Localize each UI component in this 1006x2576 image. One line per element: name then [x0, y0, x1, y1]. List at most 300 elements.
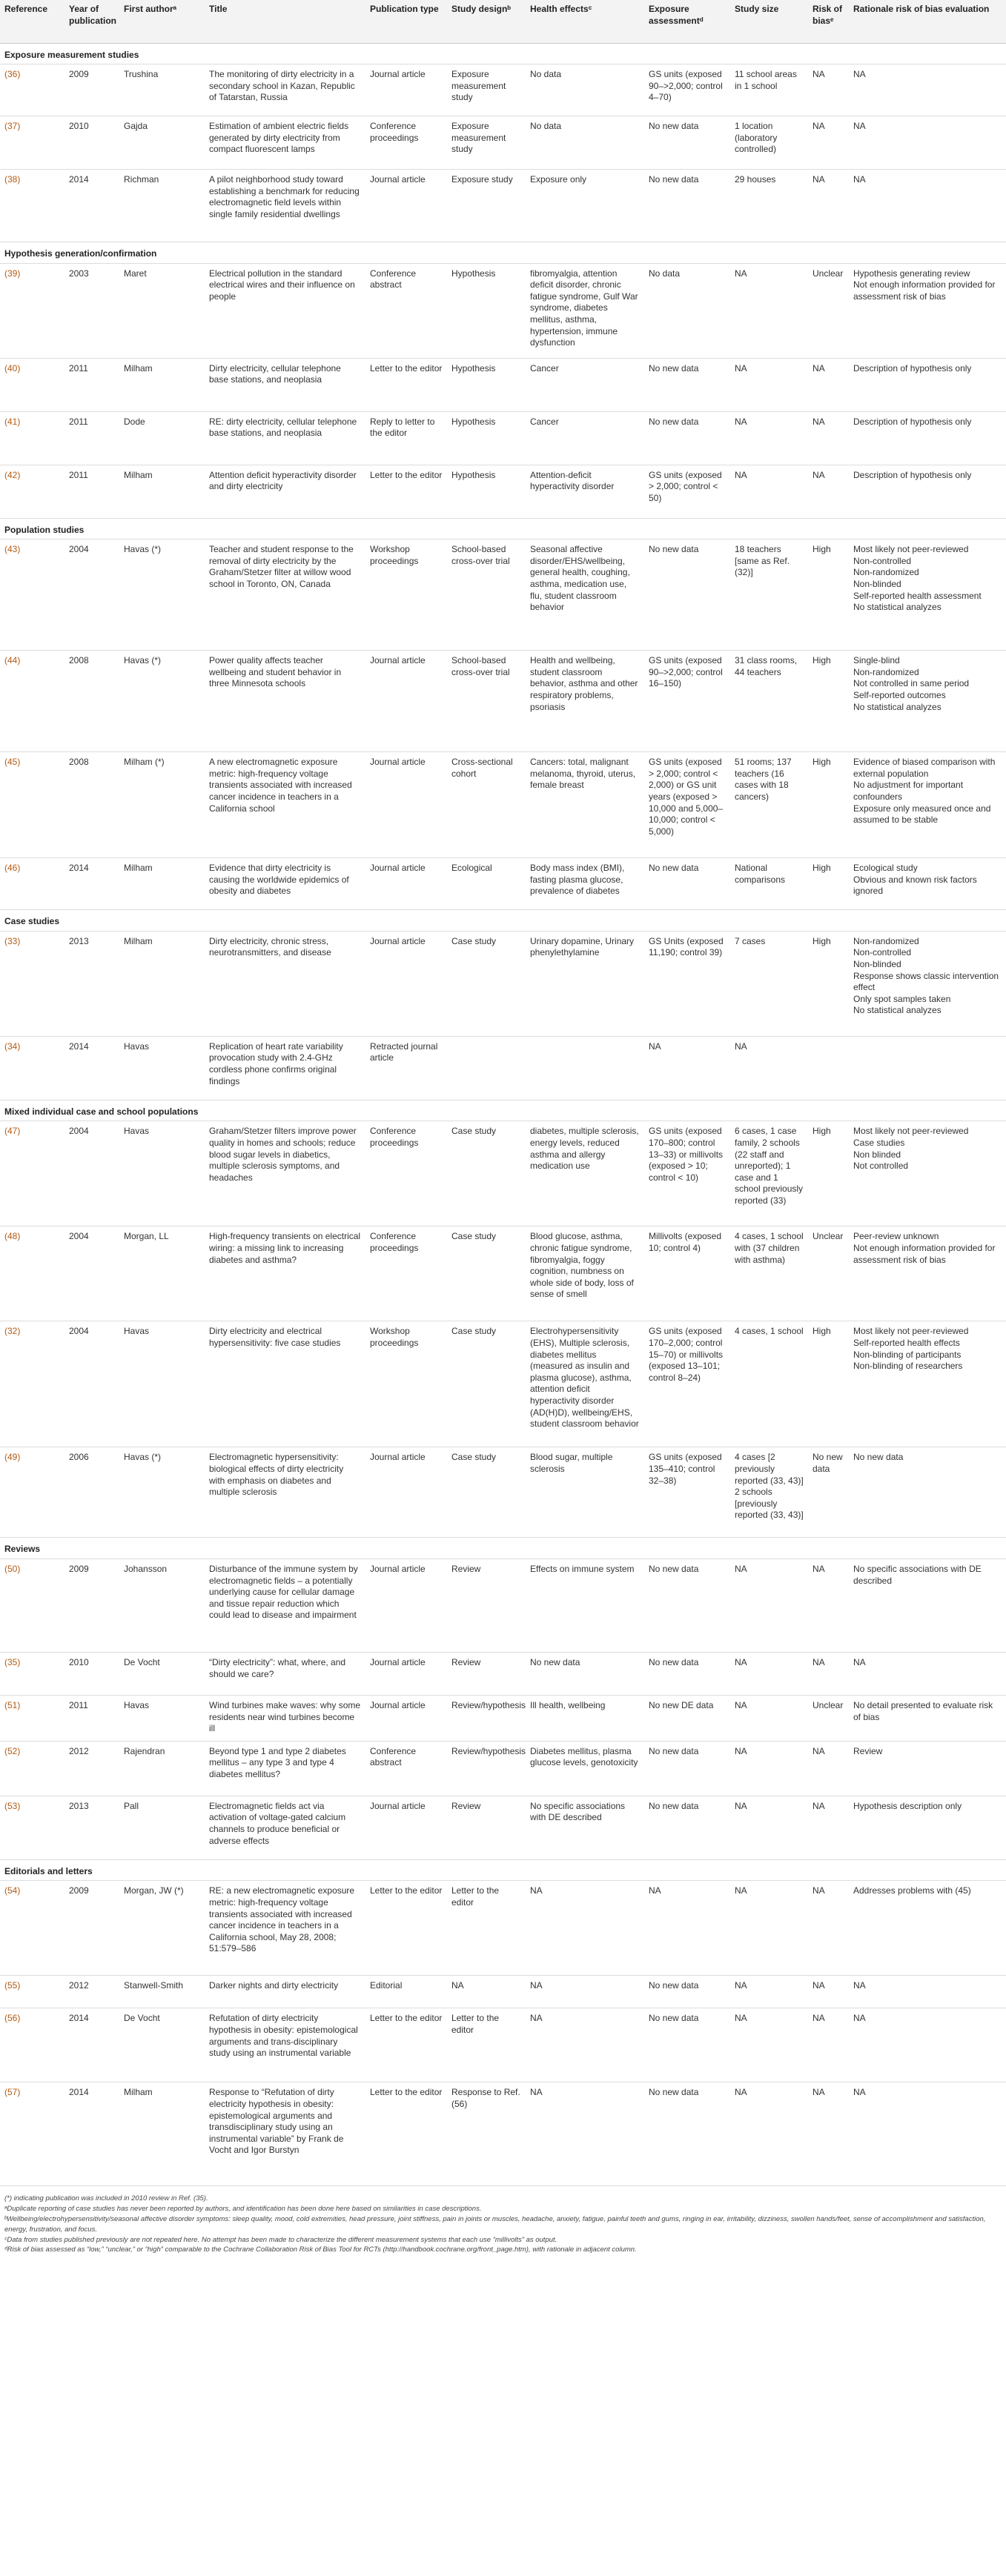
- title-cell: Evidence that dirty electricity is causing the worldwide epidemics of obesity and diabetes: [205, 858, 365, 910]
- study-size-cell: NA: [730, 358, 808, 411]
- col-rationale: Rationale risk of bias evaluation: [849, 0, 1006, 43]
- reference-cell: (46): [0, 858, 64, 910]
- publication-type-cell: Conference abstract: [365, 1741, 447, 1796]
- exposure-cell: No new data: [644, 1741, 730, 1796]
- table-row: [0, 263, 1006, 358]
- table-row: [0, 170, 1006, 242]
- author-cell: Maret: [119, 263, 205, 358]
- risk-cell: High: [808, 752, 849, 858]
- study-design-cell: Case study: [447, 1321, 526, 1447]
- year-cell: 2012: [64, 1976, 119, 2008]
- title-cell: Electromagnetic hypersensitivity: biological effects of dirty electricity with emphasis on diabetes and multiple sclerosis: [205, 1447, 365, 1538]
- reference-cell: (56): [0, 2008, 64, 2082]
- rationale-cell: [849, 1036, 1006, 1100]
- col-year: Year of publication: [64, 0, 119, 43]
- year-cell: 2003: [64, 263, 119, 358]
- rationale-cell: NA: [849, 2082, 1006, 2186]
- reference-cell: (50): [0, 1559, 64, 1653]
- study-design-cell: Letter to the editor: [447, 2008, 526, 2082]
- author-cell: Havas: [119, 1036, 205, 1100]
- reference-cell: (55): [0, 1976, 64, 2008]
- publication-type-cell: Letter to the editor: [365, 358, 447, 411]
- col-study-size: Study size: [730, 0, 808, 43]
- exposure-cell: Millivolts (exposed 10; control 4): [644, 1226, 730, 1321]
- title-cell: “Dirty electricity”: what, where, and should we care?: [205, 1653, 365, 1696]
- year-cell: 2014: [64, 2008, 119, 2082]
- year-cell: 2014: [64, 170, 119, 242]
- exposure-cell: GS Units (exposed 11,190; control 39): [644, 931, 730, 1036]
- rationale-cell: Most likely not peer-reviewed Case studies Non blinded Not controlled: [849, 1121, 1006, 1226]
- risk-cell: NA: [808, 1741, 849, 1796]
- section-title: Reviews: [0, 1538, 1006, 1559]
- footnote: ᶜData from studies published previously are not repeated here. No attempt has been made to characterize the different measurement systems that each use “millivolts” as output.: [4, 2235, 557, 2244]
- section-row: [0, 43, 1006, 64]
- study-size-cell: 31 class rooms, 44 teachers: [730, 651, 808, 752]
- study-design-cell: [447, 1036, 526, 1100]
- reference-cell: (52): [0, 1741, 64, 1796]
- exposure-cell: No new data: [644, 2008, 730, 2082]
- health-effects-cell: No new data: [526, 1653, 644, 1696]
- risk-cell: NA: [808, 1881, 849, 1976]
- risk-cell: Unclear: [808, 263, 849, 358]
- exposure-cell: No data: [644, 263, 730, 358]
- rationale-cell: Single-blind Non-randomized Not controlled in same period Self-reported outcomes No statistical analyzes: [849, 651, 1006, 752]
- publication-type-cell: Journal article: [365, 1653, 447, 1696]
- risk-cell: NA: [808, 1559, 849, 1653]
- health-effects-cell: diabetes, multiple sclerosis, energy levels, reduced asthma and allergy medication use: [526, 1121, 644, 1226]
- author-cell: Havas (*): [119, 1447, 205, 1538]
- health-effects-cell: NA: [526, 1881, 644, 1976]
- col-first-author: First authorᵃ: [119, 0, 205, 43]
- author-cell: Havas: [119, 1321, 205, 1447]
- study-size-cell: NA: [730, 2008, 808, 2082]
- table-row: [0, 1036, 1006, 1100]
- author-cell: Trushina: [119, 64, 205, 116]
- title-cell: RE: a new electromagnetic exposure metric: high-frequency voltage transients associated with increased cancer incidence in teachers in a California school, May 28, 2008; 51:579–586: [205, 1881, 365, 1976]
- title-cell: Replication of heart rate variability provocation study with 2.4-GHz cordless phone confirms original findings: [205, 1036, 365, 1100]
- study-design-cell: Exposure measurement study: [447, 116, 526, 170]
- study-size-cell: 4 cases, 1 school: [730, 1321, 808, 1447]
- exposure-cell: NA: [644, 1036, 730, 1100]
- study-design-cell: Case study: [447, 1226, 526, 1321]
- col-health-effects: Health effectsᶜ: [526, 0, 644, 43]
- exposure-cell: GS units (exposed 170–2,000; control 15–70) or millivolts (exposed 13–101; control 8–24): [644, 1321, 730, 1447]
- table-row: [0, 651, 1006, 752]
- section-row: [0, 518, 1006, 540]
- title-cell: High-frequency transients on electrical wiring: a missing link to increasing diabetes and asthma?: [205, 1226, 365, 1321]
- risk-cell: High: [808, 540, 849, 651]
- rationale-cell: Most likely not peer-reviewed Non-controlled Non-randomized Non-blinded Self-reported health assessment No statistical analyzes: [849, 540, 1006, 651]
- reference-cell: (39): [0, 263, 64, 358]
- reference-cell: (35): [0, 1653, 64, 1696]
- risk-cell: High: [808, 1321, 849, 1447]
- author-cell: Gajda: [119, 116, 205, 170]
- exposure-cell: No new data: [644, 2082, 730, 2186]
- author-cell: Morgan, JW (*): [119, 1881, 205, 1976]
- study-design-cell: Case study: [447, 1447, 526, 1538]
- author-cell: Havas: [119, 1121, 205, 1226]
- col-reference: Reference: [0, 0, 64, 43]
- publication-type-cell: Workshop proceedings: [365, 1321, 447, 1447]
- exposure-cell: NA: [644, 1881, 730, 1976]
- section-row: [0, 242, 1006, 264]
- exposure-cell: No new data: [644, 858, 730, 910]
- exposure-cell: No new data: [644, 116, 730, 170]
- author-cell: Pall: [119, 1796, 205, 1859]
- study-design-cell: Case study: [447, 1121, 526, 1226]
- year-cell: 2013: [64, 931, 119, 1036]
- author-cell: Milham: [119, 2082, 205, 2186]
- health-effects-cell: No data: [526, 116, 644, 170]
- table-row: [0, 1796, 1006, 1859]
- title-cell: Dirty electricity and electrical hypersensitivity: five case studies: [205, 1321, 365, 1447]
- rationale-cell: NA: [849, 1976, 1006, 2008]
- rationale-cell: No new data: [849, 1447, 1006, 1538]
- health-effects-cell: Electrohypersensitivity (EHS), Multiple sclerosis, diabetes mellitus (measured as insulin and plasma glucose), asthma, attention deficit hyperactivity disorder (AD(H)D), wellbeing/EHS, student classroom behavior: [526, 1321, 644, 1447]
- title-cell: Response to “Refutation of dirty electricity hypothesis in obesity: epistemological arguments and transdisciplinary study using an instrumental variable” by Frank de Vocht and Igor Burstyn: [205, 2082, 365, 2186]
- risk-cell: NA: [808, 116, 849, 170]
- rationale-cell: Description of hypothesis only: [849, 358, 1006, 411]
- title-cell: Dirty electricity, chronic stress, neurotransmitters, and disease: [205, 931, 365, 1036]
- section-title: Population studies: [0, 518, 1006, 540]
- publication-type-cell: Letter to the editor: [365, 2082, 447, 2186]
- study-size-cell: National comparisons: [730, 858, 808, 910]
- author-cell: De Vocht: [119, 2008, 205, 2082]
- table-row: [0, 1976, 1006, 2008]
- exposure-cell: GS units (exposed > 2,000; control < 50): [644, 465, 730, 518]
- health-effects-cell: Cancers: total, malignant melanoma, thyroid, uterus, female breast: [526, 752, 644, 858]
- table-row: [0, 116, 1006, 170]
- section-row: [0, 910, 1006, 932]
- section-title: Exposure measurement studies: [0, 43, 1006, 64]
- reference-cell: (54): [0, 1881, 64, 1976]
- publication-type-cell: Retracted journal article: [365, 1036, 447, 1100]
- risk-cell: NA: [808, 2008, 849, 2082]
- health-effects-cell: Exposure only: [526, 170, 644, 242]
- col-risk-of-bias: Risk of biasᵉ: [808, 0, 849, 43]
- publication-type-cell: Journal article: [365, 651, 447, 752]
- author-cell: Johansson: [119, 1559, 205, 1653]
- publication-type-cell: Conference abstract: [365, 263, 447, 358]
- table-row: [0, 1447, 1006, 1538]
- year-cell: 2004: [64, 1226, 119, 1321]
- study-design-cell: Response to Ref. (56): [447, 2082, 526, 2186]
- risk-cell: NA: [808, 64, 849, 116]
- exposure-cell: No new data: [644, 1976, 730, 2008]
- rationale-cell: NA: [849, 2008, 1006, 2082]
- rationale-cell: Description of hypothesis only: [849, 411, 1006, 465]
- author-cell: Milham: [119, 358, 205, 411]
- year-cell: 2009: [64, 64, 119, 116]
- health-effects-cell: Effects on immune system: [526, 1559, 644, 1653]
- table-row: [0, 1321, 1006, 1447]
- publication-type-cell: Letter to the editor: [365, 2008, 447, 2082]
- reference-cell: (33): [0, 931, 64, 1036]
- reference-cell: (41): [0, 411, 64, 465]
- health-effects-cell: No data: [526, 64, 644, 116]
- author-cell: Stanwell-Smith: [119, 1976, 205, 2008]
- study-design-cell: Hypothesis: [447, 263, 526, 358]
- reference-cell: (40): [0, 358, 64, 411]
- publication-type-cell: Journal article: [365, 1559, 447, 1653]
- risk-cell: NA: [808, 1976, 849, 2008]
- exposure-cell: No new data: [644, 358, 730, 411]
- title-cell: A new electromagnetic exposure metric: high-frequency voltage transients associated with increased cancer incidence in teachers in a California school: [205, 752, 365, 858]
- study-size-cell: NA: [730, 1036, 808, 1100]
- table-row: [0, 411, 1006, 465]
- exposure-cell: No new data: [644, 1653, 730, 1696]
- publication-type-cell: Reply to letter to the editor: [365, 411, 447, 465]
- study-design-cell: Exposure measurement study: [447, 64, 526, 116]
- publication-type-cell: Conference proceedings: [365, 116, 447, 170]
- risk-cell: NA: [808, 2082, 849, 2186]
- year-cell: 2008: [64, 651, 119, 752]
- year-cell: 2006: [64, 1447, 119, 1538]
- col-publication-type: Publication type: [365, 0, 447, 43]
- reference-cell: (53): [0, 1796, 64, 1859]
- exposure-cell: GS units (exposed 90–>2,000; control 16–150): [644, 651, 730, 752]
- col-exposure-assessment: Exposure assessmentᵈ: [644, 0, 730, 43]
- author-cell: Milham: [119, 931, 205, 1036]
- rationale-cell: Evidence of biased comparison with external population No adjustment for important confounders Exposure only measured once and assumed to be stable: [849, 752, 1006, 858]
- risk-cell: High: [808, 651, 849, 752]
- study-design-cell: Case study: [447, 931, 526, 1036]
- year-cell: 2008: [64, 752, 119, 858]
- study-size-cell: 11 school areas in 1 school: [730, 64, 808, 116]
- risk-cell: NA: [808, 1796, 849, 1859]
- study-size-cell: NA: [730, 1881, 808, 1976]
- reference-cell: (38): [0, 170, 64, 242]
- rationale-cell: Ecological study Obvious and known risk factors ignored: [849, 858, 1006, 910]
- table-row: [0, 540, 1006, 651]
- table-row: [0, 858, 1006, 910]
- title-cell: Beyond type 1 and type 2 diabetes mellitus – any type 3 and type 4 diabetes mellitus?: [205, 1741, 365, 1796]
- study-size-cell: NA: [730, 1559, 808, 1653]
- publication-type-cell: Journal article: [365, 858, 447, 910]
- year-cell: 2010: [64, 116, 119, 170]
- reference-cell: (49): [0, 1447, 64, 1538]
- exposure-cell: No new DE data: [644, 1696, 730, 1742]
- publication-type-cell: Letter to the editor: [365, 1881, 447, 1976]
- year-cell: 2010: [64, 1653, 119, 1696]
- health-effects-cell: NA: [526, 2082, 644, 2186]
- health-effects-cell: Seasonal affective disorder/EHS/wellbeing, general health, coughing, asthma, medication use, flu, student classroom behavior: [526, 540, 644, 651]
- rationale-cell: NA: [849, 170, 1006, 242]
- rationale-cell: Non-randomized Non-controlled Non-blinded Response shows classic intervention effect Only spot samples taken No statistical analyzes: [849, 931, 1006, 1036]
- risk-cell: NA: [808, 358, 849, 411]
- reference-cell: (48): [0, 1226, 64, 1321]
- study-design-cell: Exposure study: [447, 170, 526, 242]
- health-effects-cell: Cancer: [526, 358, 644, 411]
- publication-type-cell: Workshop proceedings: [365, 540, 447, 651]
- publication-type-cell: Journal article: [365, 1447, 447, 1538]
- title-cell: Power quality affects teacher wellbeing and student behavior in three Minnesota schools: [205, 651, 365, 752]
- table-row: [0, 465, 1006, 518]
- study-design-cell: Letter to the editor: [447, 1881, 526, 1976]
- title-cell: RE: dirty electricity, cellular telephone base stations, and neoplasia: [205, 411, 365, 465]
- author-cell: Milham: [119, 465, 205, 518]
- publication-type-cell: Journal article: [365, 752, 447, 858]
- reference-cell: (51): [0, 1696, 64, 1742]
- footnote: ᵇWellbeing/electrohypersensitivity/seasonal affective disorder symptoms: sleep quality, mood, cold extremities, head pressure, joint stiffness, pain in joints or muscles, headache, anxiety, fatigue, painful teeth and gums, ringing in ear, irritability, dizziness, swollen hands/feet, sense of accomplishment and satisfaction, energy, frustration, and focus.: [4, 2214, 986, 2234]
- section-row: [0, 1100, 1006, 1121]
- footnote: ᵃDuplicate reporting of case studies has never been reported by authors, and identification has been done here based on similarities in case descriptions.: [4, 2205, 482, 2214]
- title-cell: Wind turbines make waves: why some residents near wind turbines become ill: [205, 1696, 365, 1742]
- year-cell: 2011: [64, 358, 119, 411]
- reference-cell: (57): [0, 2082, 64, 2186]
- title-cell: Graham/Stetzer filters improve power quality in homes and schools; reduce blood sugar levels in diabetics, multiple sclerosis symptoms, and headaches: [205, 1121, 365, 1226]
- health-effects-cell: NA: [526, 2008, 644, 2082]
- publication-type-cell: Journal article: [365, 64, 447, 116]
- study-size-cell: NA: [730, 2082, 808, 2186]
- year-cell: 2013: [64, 1796, 119, 1859]
- header-row: [0, 0, 1006, 43]
- publication-type-cell: Journal article: [365, 1796, 447, 1859]
- health-effects-cell: Cancer: [526, 411, 644, 465]
- table-row: [0, 752, 1006, 858]
- study-design-cell: Hypothesis: [447, 465, 526, 518]
- study-size-cell: 1 location (laboratory controlled): [730, 116, 808, 170]
- study-design-cell: Hypothesis: [447, 358, 526, 411]
- health-effects-cell: NA: [526, 1976, 644, 2008]
- health-effects-cell: fibromyalgia, attention deficit disorder, chronic fatigue syndrome, Gulf War syndrome, diabetes mellitus, asthma, hypertension, immune dysfunction: [526, 263, 644, 358]
- publication-type-cell: Conference proceedings: [365, 1226, 447, 1321]
- health-effects-cell: Diabetes mellitus, plasma glucose levels, genotoxicity: [526, 1741, 644, 1796]
- exposure-cell: GS units (exposed 170–800; control 13–33) or millivolts (exposed > 10; control < 10): [644, 1121, 730, 1226]
- author-cell: Rajendran: [119, 1741, 205, 1796]
- exposure-cell: No new data: [644, 411, 730, 465]
- study-size-cell: NA: [730, 1741, 808, 1796]
- study-size-cell: NA: [730, 1796, 808, 1859]
- publication-type-cell: Editorial: [365, 1976, 447, 2008]
- section-title: Mixed individual case and school populations: [0, 1100, 1006, 1121]
- risk-cell: Unclear: [808, 1226, 849, 1321]
- risk-cell: No new data: [808, 1447, 849, 1538]
- health-effects-cell: Urinary dopamine, Urinary phenylethylamine: [526, 931, 644, 1036]
- table-row: [0, 931, 1006, 1036]
- table-row: [0, 1881, 1006, 1976]
- health-effects-cell: Ill health, wellbeing: [526, 1696, 644, 1742]
- title-cell: The monitoring of dirty electricity in a secondary school in Kazan, Republic of Tatarstan, Russia: [205, 64, 365, 116]
- table-row: [0, 1696, 1006, 1742]
- study-size-cell: NA: [730, 263, 808, 358]
- table-row: [0, 1121, 1006, 1226]
- section-row: [0, 1859, 1006, 1881]
- risk-cell: NA: [808, 170, 849, 242]
- health-effects-cell: Blood glucose, asthma, chronic fatigue syndrome, fibromyalgia, foggy cognition, numbness on whole side of body, loss of sense of smell: [526, 1226, 644, 1321]
- reference-cell: (47): [0, 1121, 64, 1226]
- table-row: [0, 1653, 1006, 1696]
- table-row: [0, 2008, 1006, 2082]
- author-cell: Havas (*): [119, 540, 205, 651]
- author-cell: Milham: [119, 858, 205, 910]
- reference-cell: (43): [0, 540, 64, 651]
- risk-cell: High: [808, 931, 849, 1036]
- study-size-cell: 29 houses: [730, 170, 808, 242]
- col-title: Title: [205, 0, 365, 43]
- health-effects-cell: No specific associations with DE described: [526, 1796, 644, 1859]
- rationale-cell: Hypothesis generating review Not enough information provided for assessment risk of bias: [849, 263, 1006, 358]
- study-design-cell: Review/hypothesis: [447, 1741, 526, 1796]
- section-title: Editorials and letters: [0, 1859, 1006, 1881]
- study-size-cell: NA: [730, 411, 808, 465]
- rationale-cell: No specific associations with DE described: [849, 1559, 1006, 1653]
- study-size-cell: NA: [730, 1653, 808, 1696]
- exposure-cell: No new data: [644, 540, 730, 651]
- rationale-cell: No detail presented to evaluate risk of bias: [849, 1696, 1006, 1742]
- author-cell: Dode: [119, 411, 205, 465]
- risk-cell: [808, 1036, 849, 1100]
- publication-type-cell: Letter to the editor: [365, 465, 447, 518]
- study-size-cell: NA: [730, 1696, 808, 1742]
- health-effects-cell: Blood sugar, multiple sclerosis: [526, 1447, 644, 1538]
- reference-cell: (36): [0, 64, 64, 116]
- year-cell: 2009: [64, 1881, 119, 1976]
- exposure-cell: GS units (exposed 135–410; control 32–38): [644, 1447, 730, 1538]
- study-design-cell: School-based cross-over trial: [447, 540, 526, 651]
- author-cell: Milham (*): [119, 752, 205, 858]
- study-design-cell: Ecological: [447, 858, 526, 910]
- study-design-cell: Review: [447, 1559, 526, 1653]
- rationale-cell: Peer-review unknown Not enough information provided for assessment risk of bias: [849, 1226, 1006, 1321]
- study-design-cell: Review: [447, 1796, 526, 1859]
- reference-cell: (44): [0, 651, 64, 752]
- year-cell: 2009: [64, 1559, 119, 1653]
- reference-cell: (37): [0, 116, 64, 170]
- rationale-cell: NA: [849, 116, 1006, 170]
- author-cell: Havas: [119, 1696, 205, 1742]
- table-row: [0, 358, 1006, 411]
- study-size-cell: 4 cases [2 previously reported (33, 43)] 2 schools [previously reported (33, 43)]: [730, 1447, 808, 1538]
- author-cell: Morgan, LL: [119, 1226, 205, 1321]
- table-body: [0, 43, 1006, 2186]
- risk-cell: High: [808, 858, 849, 910]
- study-size-cell: 18 teachers [same as Ref. (32)]: [730, 540, 808, 651]
- health-effects-cell: Attention-deficit hyperactivity disorder: [526, 465, 644, 518]
- col-study-design: Study designᵇ: [447, 0, 526, 43]
- publication-type-cell: Conference proceedings: [365, 1121, 447, 1226]
- year-cell: 2004: [64, 540, 119, 651]
- publication-type-cell: Journal article: [365, 170, 447, 242]
- footnotes: [0, 2186, 1006, 2260]
- rationale-cell: NA: [849, 1653, 1006, 1696]
- study-design-cell: Review: [447, 1653, 526, 1696]
- risk-cell: NA: [808, 465, 849, 518]
- publication-type-cell: Journal article: [365, 931, 447, 1036]
- study-design-cell: NA: [447, 1976, 526, 2008]
- title-cell: Disturbance of the immune system by electromagnetic fields – a potentially underlying cause for cellular damage and tissue repair reduction which could lead to disease and impairment: [205, 1559, 365, 1653]
- title-cell: Refutation of dirty electricity hypothesis in obesity: epistemological arguments and trans-disciplinary study using an instrumental variable: [205, 2008, 365, 2082]
- section-title: Case studies: [0, 910, 1006, 932]
- title-cell: A pilot neighborhood study toward establishing a benchmark for reducing electromagnetic field levels within single family residential dwellings: [205, 170, 365, 242]
- study-size-cell: 7 cases: [730, 931, 808, 1036]
- reference-cell: (34): [0, 1036, 64, 1100]
- year-cell: 2011: [64, 411, 119, 465]
- year-cell: 2011: [64, 1696, 119, 1742]
- author-cell: De Vocht: [119, 1653, 205, 1696]
- study-size-cell: 51 rooms; 137 teachers (16 cases with 18 cancers): [730, 752, 808, 858]
- study-size-cell: 6 cases, 1 case family, 2 schools (22 staff and unreported); 1 case and 1 school previously reported (33): [730, 1121, 808, 1226]
- exposure-cell: No new data: [644, 170, 730, 242]
- rationale-cell: Addresses problems with (45): [849, 1881, 1006, 1976]
- table-row: [0, 2082, 1006, 2186]
- author-cell: Richman: [119, 170, 205, 242]
- year-cell: 2004: [64, 1321, 119, 1447]
- table-row: [0, 1226, 1006, 1321]
- table-row: [0, 64, 1006, 116]
- rationale-cell: Most likely not peer-reviewed Self-reported health effects Non-blinding of participants Non-blinding of researchers: [849, 1321, 1006, 1447]
- year-cell: 2004: [64, 1121, 119, 1226]
